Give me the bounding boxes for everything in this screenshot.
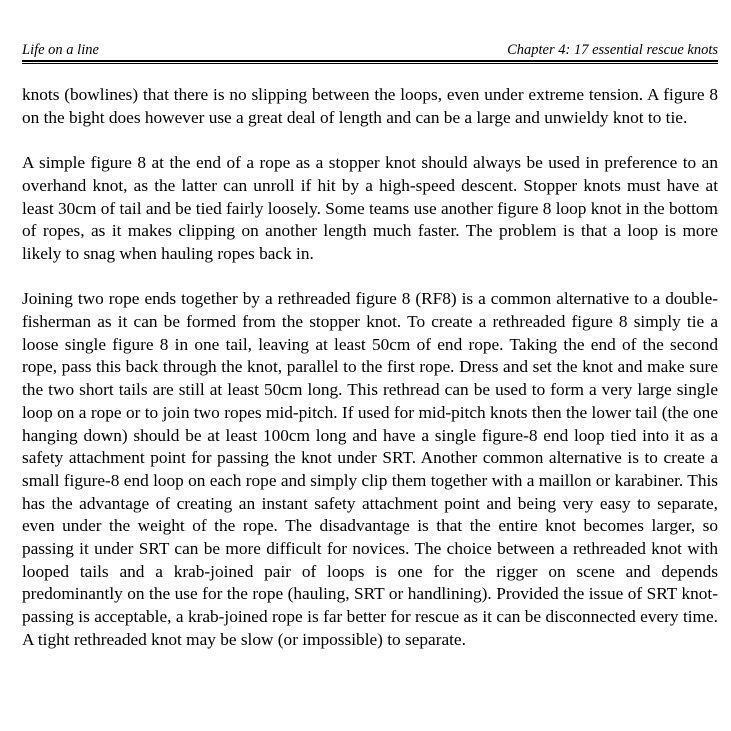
- paragraph-figure8-bight: knots (bowlines) that there is no slipping between the loops, even under extreme tension. A figure 8 on the bight does however use a great deal of length and can be a large and unwieldy knot to tie.: [22, 85, 718, 127]
- paragraph-stopper-knot: A simple figure 8 at the end of a rope as a stopper knot should always be used in preference to an overhand knot, as the latter can unroll if hit by a high-speed descent. Stopper knots must have at least 30cm of tail and be tied fairly loosely. Some teams use another figure 8 loop knot in the bottom of ropes, as it makes clipping on another length much faster. The problem is that a loop is more likely to snag when hauling ropes back in.: [22, 153, 718, 263]
- header-double-rule: [22, 60, 718, 64]
- body-text: [22, 84, 718, 674]
- book-title: Life on a line: [22, 42, 99, 58]
- chapter-title: Chapter 4: 17 essential rescue knots: [507, 42, 718, 58]
- paragraph-rethreaded-figure8: Joining two rope ends together by a rethreaded figure 8 (RF8) is a common alternative to a double-fisherman as it can be formed from the stopper knot. To create a rethreaded figure 8 simply tie a loose single figure 8 in one tail, leaving at least 50cm of end rope. Taking the end of the second rope, pass this back through the knot, parallel to the first rope. Dress and set the knot and make sure the two short tails are still at least 50cm long. This rethread can be used to form a very large single loop on a rope or to join two ropes mid-pitch. If used for mid-pitch knots then the lower tail (the one hanging down) should be at least 100cm long and have a single figure-8 end loop tied into it as a safety attachment point for passing the knot under SRT. Another common alternative is to create a small figure-8 end loop on each rope and simply clip them together with a maillon or karabiner. This has the advantage of creating an instant safety attachment point and being very easy to separate, even under the weight of the rope. The disadvantage is that the entire knot becomes larger, so passing it under SRT can be more difficult for novices. The choice between a rethreaded knot with looped tails and a krab-joined pair of loops is one for the rigger on scene and depends predominantly on the use for the rope (hauling, SRT or handlining). Provided the issue of SRT knot-passing is acceptable, a krab-joined rope is far better for rescue as it can be disconnected every time. A tight rethreaded knot may be slow (or impossible) to separate.: [22, 289, 718, 649]
- running-header: [22, 40, 718, 60]
